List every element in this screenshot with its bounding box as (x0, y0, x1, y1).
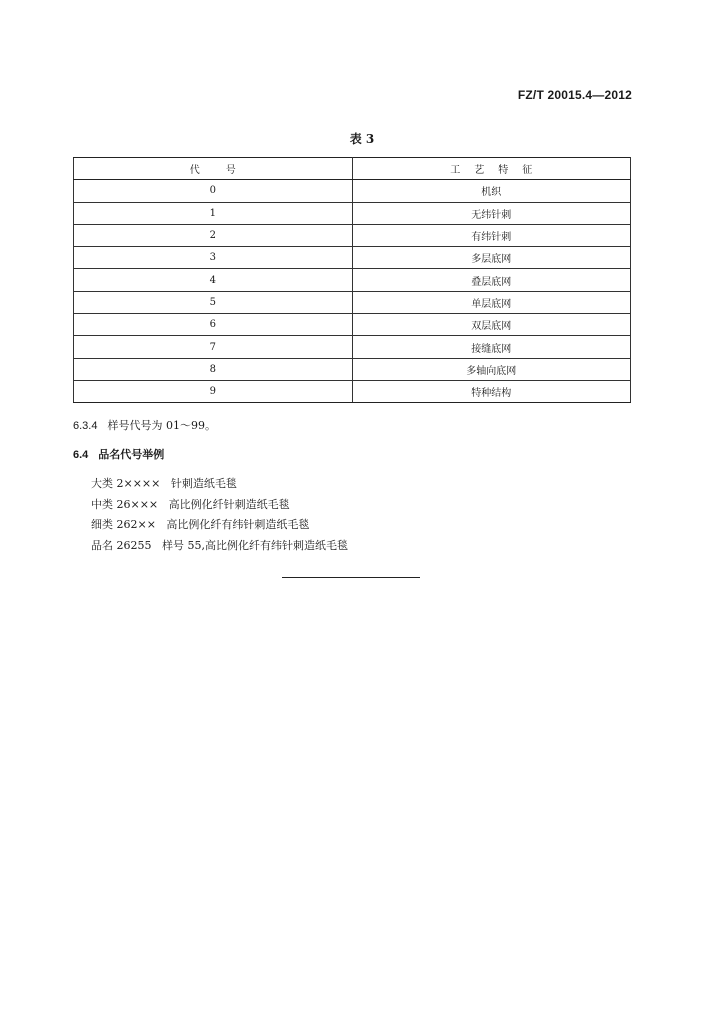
table-title: 表 3 (349, 132, 375, 146)
row-code: 6 (74, 314, 353, 336)
table-row (74, 202, 631, 224)
clause-number: 6.4 (73, 449, 89, 461)
table-row (74, 180, 631, 202)
example-line: 品名 26255 样号 55,高比例化纤有纬针刺造纸毛毯 (91, 539, 348, 553)
process-code-table (73, 157, 631, 403)
clause-text: 样号代号为 01～99。 (107, 419, 216, 432)
example-line: 大类 2×××× 针刺造纸毛毯 (91, 477, 237, 490)
standard-code: FZ/T 20015.4—2012 (517, 88, 632, 102)
clause-6-4-heading (73, 446, 164, 462)
table-row (74, 247, 631, 269)
row-code: 5 (74, 291, 353, 313)
row-feature: 机织 (352, 180, 631, 202)
row-code: 8 (74, 358, 353, 380)
row-feature: 有纬针刺 (352, 224, 631, 246)
row-code: 3 (74, 247, 353, 269)
row-feature: 多轴向底网 (352, 358, 631, 380)
clause-6-3-4 (73, 417, 216, 433)
row-feature: 特种结构 (352, 380, 631, 402)
table-row (74, 224, 631, 246)
clause-text: 品名代号举例 (98, 448, 165, 461)
table-row (74, 380, 631, 402)
end-rule (282, 577, 420, 578)
product-code-examples (91, 474, 348, 557)
table-row (74, 314, 631, 336)
row-feature: 叠层底网 (352, 269, 631, 291)
row-feature: 多层底网 (352, 247, 631, 269)
row-feature: 单层底网 (352, 291, 631, 313)
row-code: 7 (74, 336, 353, 358)
row-code: 4 (74, 269, 353, 291)
column-header-feature: 工艺特征 (352, 158, 631, 180)
row-code: 1 (74, 202, 353, 224)
example-line: 中类 26××× 高比例化纤针刺造纸毛毯 (91, 497, 290, 511)
row-code: 9 (74, 380, 353, 402)
table-row (74, 269, 631, 291)
column-header-code: 代号 (74, 158, 353, 180)
example-line: 细类 262×× 高比例化纤有纬针刺造纸毛毯 (91, 518, 310, 532)
clause-number: 6.3.4 (73, 420, 98, 432)
table-row (74, 358, 631, 380)
row-feature: 接缝底网 (352, 336, 631, 358)
row-code: 0 (74, 180, 353, 202)
table-header-row (74, 158, 631, 180)
row-feature: 双层底网 (352, 314, 631, 336)
row-code: 2 (74, 224, 353, 246)
table-row (74, 336, 631, 358)
table-row (74, 291, 631, 313)
row-feature: 无纬针刺 (352, 202, 631, 224)
